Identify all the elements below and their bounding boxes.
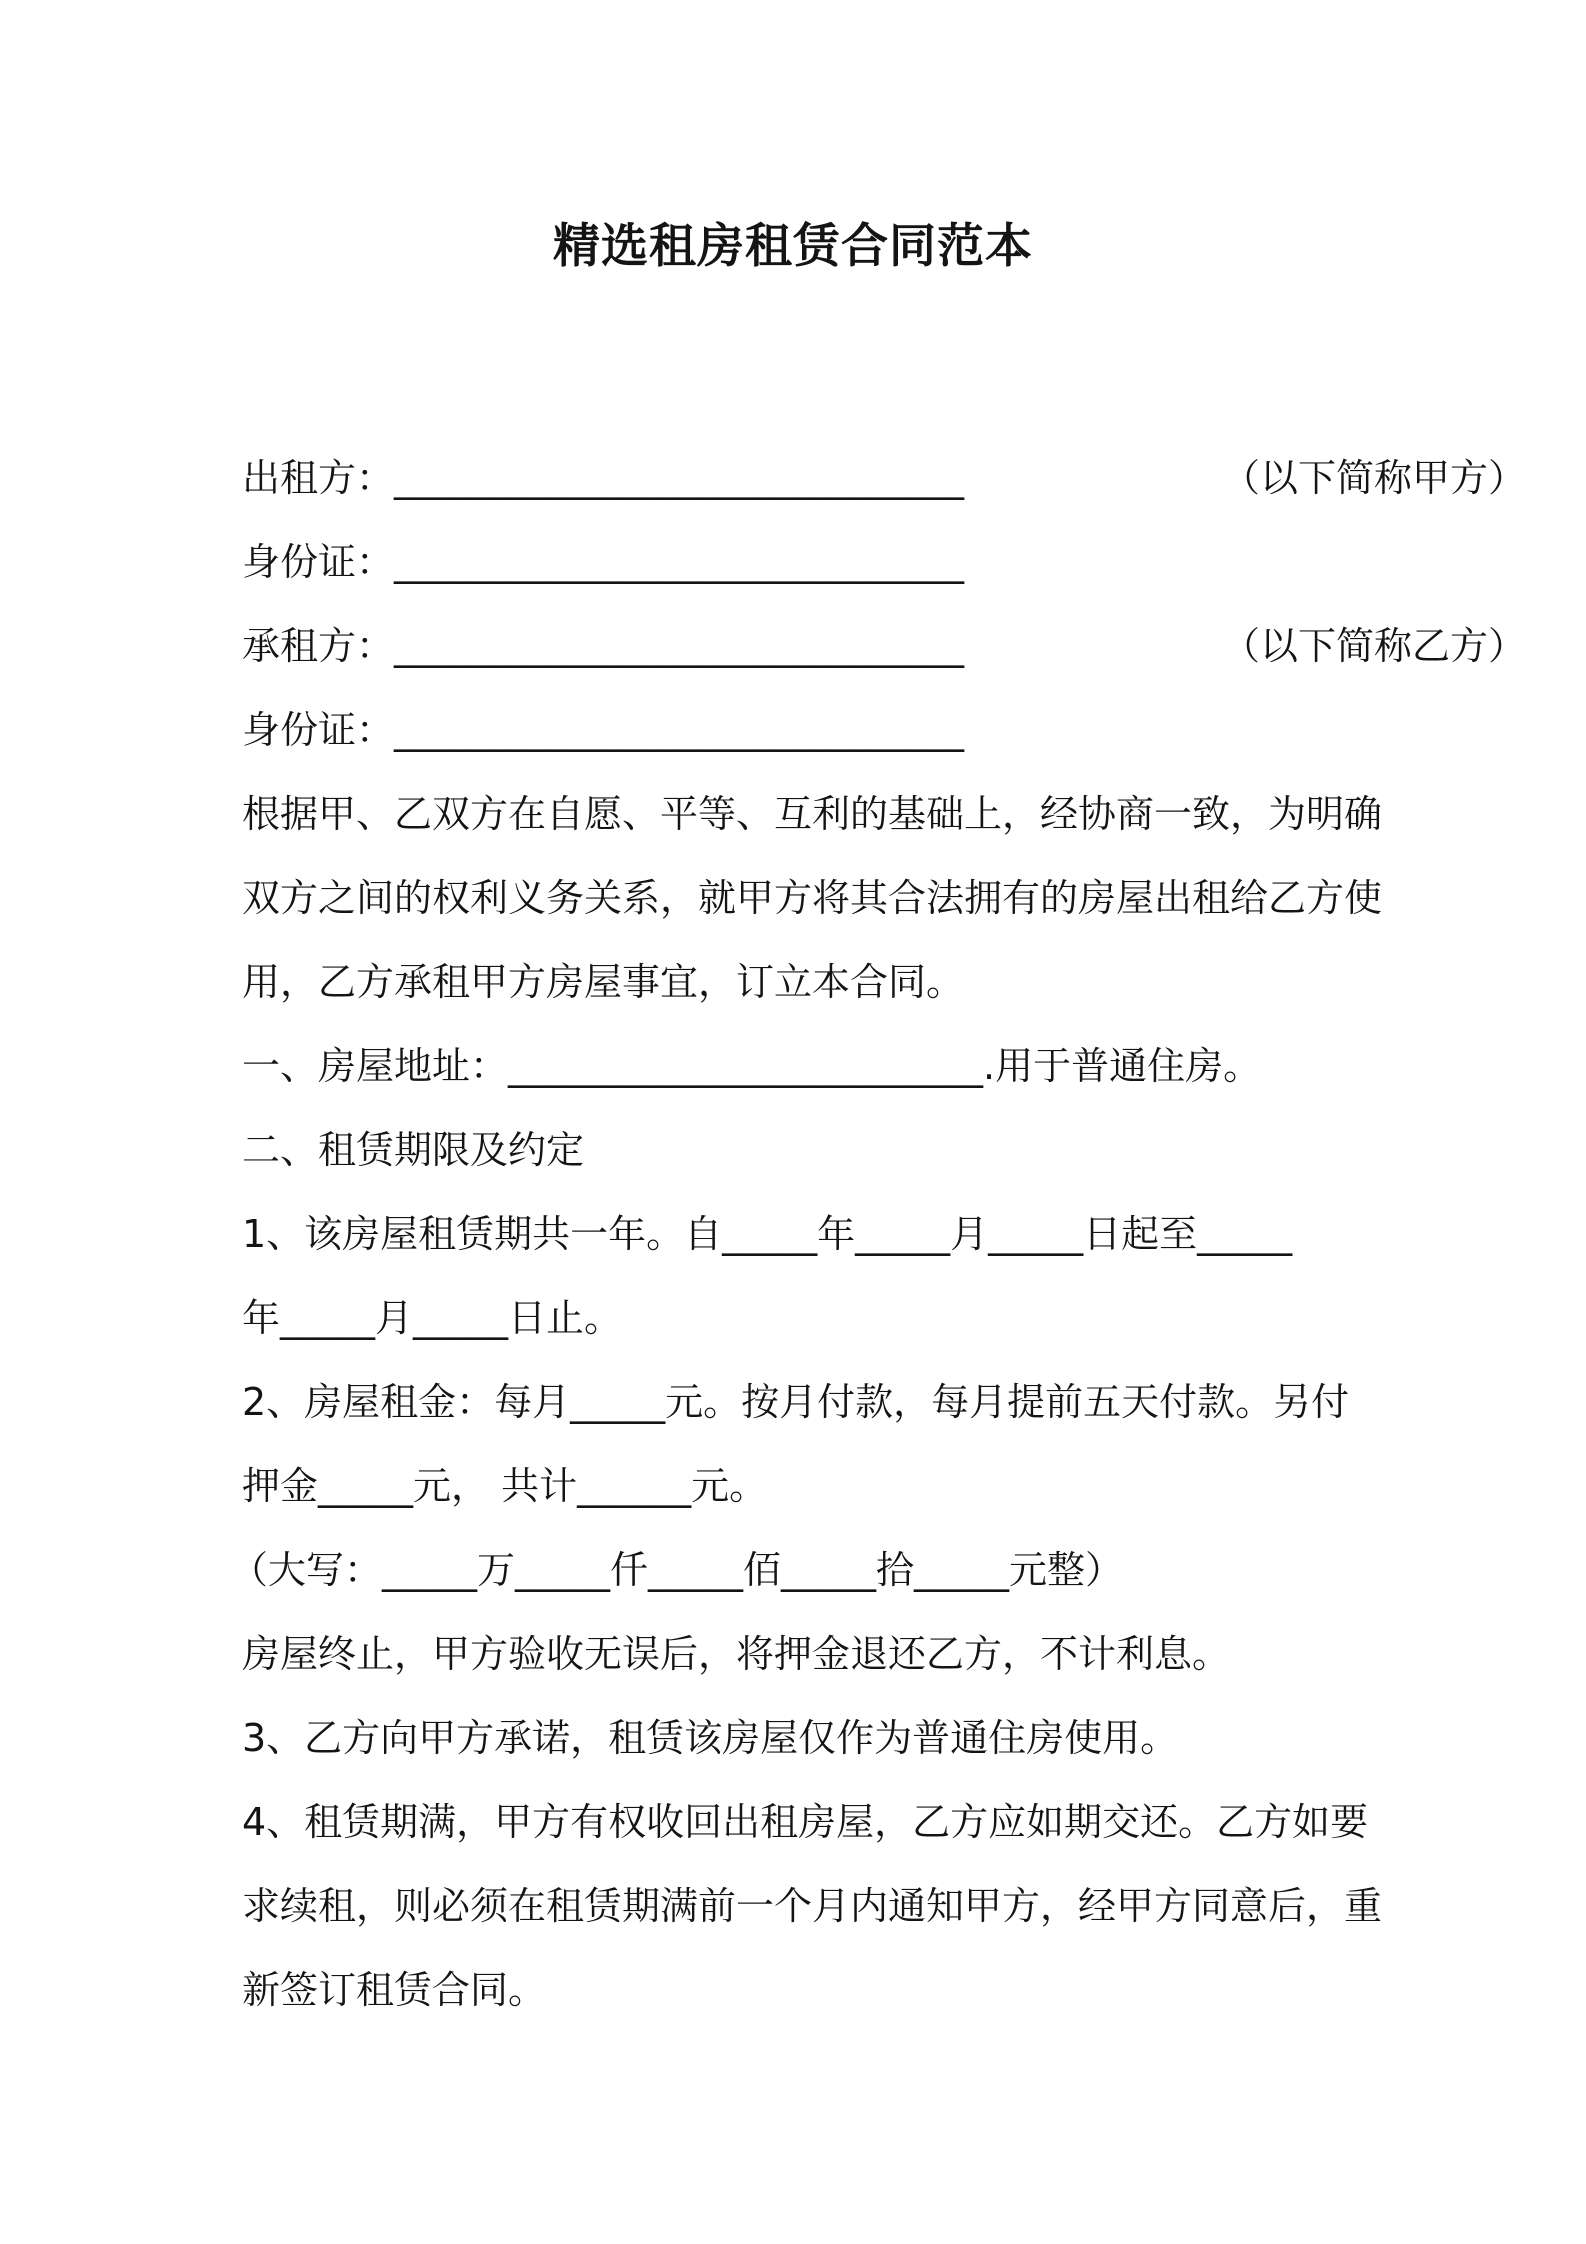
- preamble-line-2: 双方之间的权利义务关系，就甲方将其合法拥有的房屋出租给乙方使: [242, 876, 1383, 920]
- item-4-line-1: 4、租赁期满，甲方有权收回出租房屋，乙方应如期交还。乙方如要: [242, 1800, 1369, 1844]
- item-2-line-2: 押金_____元， 共计______元。: [242, 1464, 768, 1508]
- item-2-line-1: 2、房屋租金：每月_____元。按月付款，每月提前五天付款。另付: [242, 1380, 1350, 1424]
- preamble-line-1: 根据甲、乙双方在自愿、平等、互利的基础上，经协商一致，为明确: [242, 792, 1383, 836]
- lessee-id-line: [242, 701, 1362, 759]
- item-3: 3、乙方向甲方承诺，租赁该房屋仅作为普通住房使用。: [242, 1716, 1179, 1760]
- lessor-line: [242, 449, 1527, 507]
- item-1-line-2: 年_____月_____日止。: [242, 1296, 623, 1340]
- lessor-note: （以下简称甲方）: [1222, 456, 1527, 500]
- lessor-id-line: [242, 533, 1362, 591]
- lessee-note: （以下简称乙方）: [1222, 624, 1527, 668]
- lessee-line: [242, 617, 1527, 675]
- lessee-id-field: 身份证：______________________________: [242, 708, 965, 752]
- lessor-id-field: 身份证：______________________________: [242, 540, 965, 584]
- preamble-line-3: 用，乙方承租甲方房屋事宜，订立本合同。: [242, 960, 965, 1004]
- clause-address: 一、房屋地址：_________________________.用于普通住房。: [242, 1044, 1262, 1088]
- section-two-heading: 二、租赁期限及约定: [242, 1128, 585, 1172]
- item-4-line-2: 求续租，则必须在租赁期满前一个月内通知甲方，经甲方同意后，重: [242, 1884, 1383, 1928]
- lessee-field: 承租方：______________________________: [242, 624, 965, 668]
- lessor-field: 出租方：______________________________: [242, 456, 965, 500]
- item-2-line-3: （大写：_____万_____仟_____佰_____拾_____元整）: [230, 1548, 1124, 1592]
- document-title: 精选租房租赁合同范本: [553, 219, 1033, 274]
- item-4-line-3: 新签订租赁合同。: [242, 1968, 547, 2012]
- item-2-line-4: 房屋终止，甲方验收无误后，将押金退还乙方，不计利息。: [242, 1632, 1231, 1676]
- item-1-line-1: 1、该房屋租赁期共一年。自_____年_____月_____日起至_____: [242, 1212, 1293, 1256]
